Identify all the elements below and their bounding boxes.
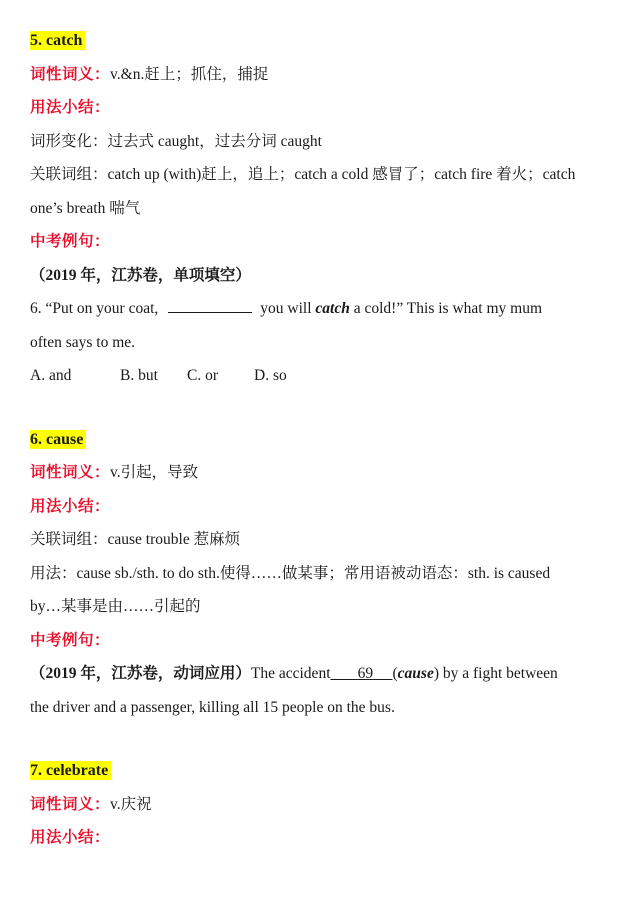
example-source: （2019 年，江苏卷，动词应用） — [30, 665, 251, 682]
phrases-line: 关联词组：cause trouble 惹麻烦 — [30, 531, 241, 548]
pos-text: v.&n.赶上；抓住，捕捉 — [110, 65, 269, 83]
keyword: catch — [315, 300, 350, 317]
option-d: D. so — [254, 367, 287, 384]
example-line-2: the driver and a passenger, killing all 15 people on the bus. — [30, 698, 395, 716]
keyword: cause — [397, 665, 434, 682]
heading-cause: 6. cause — [30, 423, 610, 457]
option-a: A. and — [30, 367, 72, 384]
heading-catch: 5. catch — [30, 24, 610, 58]
heading-celebrate: 7. celebrate — [30, 754, 610, 788]
answer-blank — [168, 296, 252, 313]
pos-label: 词性词义： — [30, 464, 111, 481]
pos-label: 词性词义： — [30, 65, 111, 83]
pos-line — [30, 788, 610, 822]
option-b: B. but — [120, 367, 158, 384]
answer-blank: 69 — [357, 665, 374, 682]
word-forms: 词形变化：过去式 caught，过去分词 caught — [30, 132, 322, 150]
pos-label: 词性词义： — [30, 795, 111, 813]
usage-label: 用法小结： — [30, 497, 111, 515]
option-c: C. or — [187, 367, 218, 384]
usage-line-1: 用法：cause sb./sth. to do sth.使得……做某事；常用语被动语态：sth. is caused — [30, 564, 551, 582]
options — [30, 359, 610, 393]
question-line-2: often says to me. — [30, 333, 136, 351]
pos-text: v.引起，导致 — [110, 464, 199, 481]
pos-line — [30, 456, 610, 490]
usage-line-2: by…某事是由……引起的 — [30, 598, 201, 615]
phrases-line-1: 关联词组：catch up (with)赶上，追上；catch a cold 感冒了；catch fire 着火；catch — [30, 166, 576, 183]
usage-label: 用法小结： — [30, 99, 111, 116]
pos-line — [30, 58, 610, 92]
example-label: 中考例句： — [30, 233, 111, 250]
question-line-1: 6. “Put on your coat, you will catch a cold!” This is what my mum — [30, 292, 610, 326]
pos-text: v.庆祝 — [110, 795, 152, 813]
usage-label: 用法小结： — [30, 829, 111, 846]
example-line-1: （2019 年，江苏卷，动词应用）The accident 69 (cause) by a fight between — [30, 665, 558, 682]
phrases-line-2: one’s breath 喘气 — [30, 199, 141, 217]
example-label: 中考例句： — [30, 631, 111, 649]
example-source: （2019 年，江苏卷，单项填空） — [30, 266, 251, 284]
